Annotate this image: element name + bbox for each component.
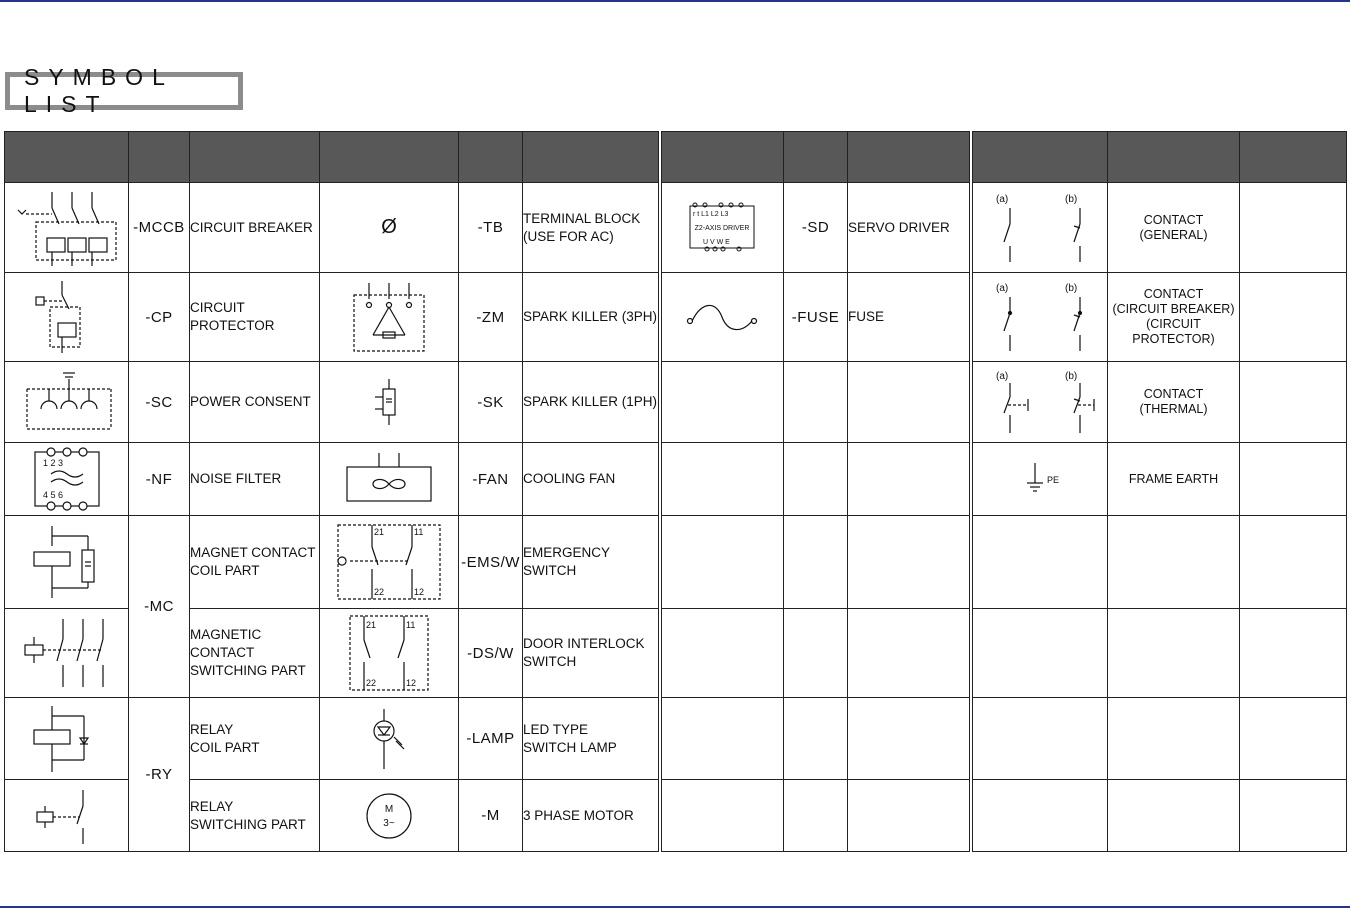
motor-3ph-label: 3~: [383, 817, 395, 829]
table-row: [5, 362, 1347, 443]
name-motor: 3 PHASE MOTOR: [523, 780, 660, 852]
header-cell: [459, 132, 523, 183]
name-line: SWITCH: [523, 563, 577, 578]
relay-coil-symbol: [5, 698, 129, 780]
empty-cell: [848, 516, 971, 609]
name-noise-filter: NOISE FILTER: [190, 443, 320, 516]
empty-cell: [784, 698, 848, 780]
empty-cell: [1240, 273, 1347, 362]
code-ds: -DS/W: [459, 609, 523, 698]
ds-12-label: 12: [406, 678, 417, 688]
contact-a-label: (a): [995, 193, 1008, 205]
mc-switching-symbol: [5, 609, 129, 698]
name-power-consent: POWER CONSENT: [190, 362, 320, 443]
emergency-switch-symbol: [320, 516, 459, 609]
name-servo-driver: SERVO DRIVER: [848, 183, 971, 273]
symbol-table: [4, 131, 1347, 852]
empty-cell: [660, 443, 784, 516]
name-emergency-switch: [523, 516, 660, 609]
code-cp: -CP: [129, 273, 190, 362]
header-cell: [848, 132, 971, 183]
name-contact-breaker: [1108, 273, 1240, 362]
name-line: (GENERAL): [1139, 227, 1208, 242]
empty-cell: [1240, 780, 1347, 852]
code-nf: -NF: [129, 443, 190, 516]
name-line: COIL PART: [190, 739, 260, 755]
empty-cell: [971, 698, 1108, 780]
empty-cell: [1240, 443, 1347, 516]
ds-21-label: 21: [366, 620, 377, 630]
name-line: SWITCHING PART: [190, 816, 306, 832]
ems-12-label: 12: [414, 587, 425, 597]
sd-top-terminals: r t L1 L2 L3: [693, 210, 729, 218]
code-fuse: -FUSE: [784, 273, 848, 362]
table-row: [5, 183, 1347, 273]
header-row: [5, 132, 1347, 183]
empty-cell: [660, 780, 784, 852]
door-interlock-symbol: [320, 609, 459, 698]
empty-cell: [1240, 609, 1347, 698]
nf-top-labels: 1 2 3: [42, 458, 63, 468]
code-ry: -RY: [129, 698, 190, 852]
noise-filter-symbol: [5, 443, 129, 516]
name-line: RELAY: [190, 721, 234, 737]
name-line: SWITCH LAMP: [523, 739, 617, 755]
empty-cell: [1108, 698, 1240, 780]
pe-label: PE: [1046, 475, 1059, 485]
nf-bottom-labels: 4 5 6: [42, 490, 63, 500]
code-sc: -SC: [129, 362, 190, 443]
contact-b-label: (b): [1064, 283, 1077, 294]
empty-cell: [784, 443, 848, 516]
empty-cell: [784, 362, 848, 443]
bottom-rule: [0, 906, 1350, 908]
name-line: LED TYPE: [523, 721, 589, 737]
mccb-symbol: [5, 183, 129, 273]
name-line: CONTACT: [1143, 212, 1204, 227]
name-line: MAGNET CONTACT: [190, 545, 316, 560]
empty-cell: [848, 443, 971, 516]
header-cell: [523, 132, 660, 183]
name-line: CONTACT: [1143, 287, 1204, 301]
name-cooling-fan: COOLING FAN: [523, 443, 660, 516]
name-mc-switching: [190, 609, 320, 698]
table-row: [5, 780, 1347, 852]
code-lamp: -LAMP: [459, 698, 523, 780]
name-terminal-block: [523, 183, 660, 273]
motor-symbol: [320, 780, 459, 852]
ems-11-label: 11: [414, 527, 424, 537]
name-door-interlock: [523, 609, 660, 698]
contact-a-label: (a): [995, 283, 1008, 294]
empty-cell: [971, 516, 1108, 609]
empty-cell: [660, 516, 784, 609]
empty-cell: [784, 516, 848, 609]
table-row: [5, 698, 1347, 780]
name-line: (USE FOR AC): [523, 228, 614, 244]
table-row: [5, 516, 1347, 609]
ems-22-label: 22: [374, 587, 385, 597]
fuse-symbol: [660, 273, 784, 362]
relay-switching-symbol: [5, 780, 129, 852]
empty-cell: [1108, 516, 1240, 609]
terminal-block-symbol: Ø: [320, 183, 459, 273]
name-line: SWITCH: [523, 654, 577, 669]
empty-cell: [971, 609, 1108, 698]
contact-a-label: (a): [995, 371, 1008, 382]
name-line: MAGNETIC CONTACT: [190, 627, 262, 660]
header-cell: [660, 132, 784, 183]
name-line: (THERMAL): [1139, 402, 1208, 416]
contact-general-symbol: [971, 183, 1108, 273]
empty-cell: [848, 609, 971, 698]
empty-cell: [784, 780, 848, 852]
name-line: SWITCHING PART: [190, 663, 306, 678]
empty-cell: [848, 780, 971, 852]
name-fuse: FUSE: [848, 273, 971, 362]
motor-m-label: M: [384, 803, 394, 815]
spark-killer-1ph-symbol: [320, 362, 459, 443]
header-cell: [129, 132, 190, 183]
spark-killer-3ph-symbol: [320, 273, 459, 362]
name-line: (CIRCUIT BREAKER): [1112, 302, 1235, 316]
empty-cell: [1240, 183, 1347, 273]
ds-22-label: 22: [366, 678, 377, 688]
table-row: [5, 443, 1347, 516]
name-line: CONTACT: [1143, 387, 1204, 401]
led-lamp-symbol: [320, 698, 459, 780]
sd-bottom-terminals: U V W E: [703, 238, 731, 246]
contact-b-label: (b): [1064, 193, 1077, 205]
name-contact-general: [1108, 183, 1240, 273]
empty-cell: [660, 362, 784, 443]
cooling-fan-symbol: [320, 443, 459, 516]
code-mccb: -MCCB: [129, 183, 190, 273]
table-row: [5, 609, 1347, 698]
empty-cell: [784, 609, 848, 698]
table-row: [5, 273, 1347, 362]
ems-21-label: 21: [374, 527, 385, 537]
code-sd: -SD: [784, 183, 848, 273]
name-spark-killer-1ph: SPARK KILLER (1PH): [523, 362, 660, 443]
name-line: COIL PART: [190, 563, 260, 578]
empty-cell: [1240, 516, 1347, 609]
header-cell: [320, 132, 459, 183]
code-fan: -FAN: [459, 443, 523, 516]
name-mc-coil: [190, 516, 320, 609]
code-sk: -SK: [459, 362, 523, 443]
name-circuit-protector: CIRCUIT PROTECTOR: [190, 273, 320, 362]
code-zm: -ZM: [459, 273, 523, 362]
header-cell: [5, 132, 129, 183]
sd-box-label: Z2-AXIS DRIVER: [694, 224, 750, 232]
name-relay-coil: [190, 698, 320, 780]
top-rule: [0, 0, 1350, 2]
name-led-lamp: [523, 698, 660, 780]
name-spark-killer-3ph: SPARK KILLER (3PH): [523, 273, 660, 362]
empty-cell: [1108, 780, 1240, 852]
name-line: DOOR INTERLOCK: [523, 636, 645, 651]
name-line: TERMINAL BLOCK: [523, 210, 641, 226]
empty-cell: [1240, 698, 1347, 780]
code-tb: -TB: [459, 183, 523, 273]
empty-cell: [971, 780, 1108, 852]
header-cell: [971, 132, 1108, 183]
cp-symbol: [5, 273, 129, 362]
name-frame-earth: FRAME EARTH: [1108, 443, 1240, 516]
name-line: EMERGENCY: [523, 545, 611, 560]
code-m: -M: [459, 780, 523, 852]
contact-breaker-symbol: [971, 273, 1108, 362]
page-title: SYMBOL LIST: [24, 64, 174, 117]
header-cell: [190, 132, 320, 183]
name-line: RELAY: [190, 798, 234, 814]
name-relay-switching: [190, 780, 320, 852]
header-cell: [1240, 132, 1347, 183]
empty-cell: [848, 362, 971, 443]
empty-cell: [660, 698, 784, 780]
frame-earth-symbol: [971, 443, 1108, 516]
empty-cell: [848, 698, 971, 780]
mc-coil-symbol: [5, 516, 129, 609]
code-mc: -MC: [129, 516, 190, 698]
power-consent-symbol: [5, 362, 129, 443]
ds-11-label: 11: [406, 620, 416, 630]
name-contact-thermal: [1108, 362, 1240, 443]
name-circuit-breaker: CIRCUIT BREAKER: [190, 183, 320, 273]
contact-b-label: (b): [1064, 371, 1077, 382]
header-cell: [1108, 132, 1240, 183]
header-cell: [784, 132, 848, 183]
code-ems: -EMS/W: [459, 516, 523, 609]
name-line: (CIRCUIT PROTECTOR): [1132, 317, 1215, 346]
title-box: [5, 64, 243, 117]
empty-cell: [1108, 609, 1240, 698]
empty-cell: [1240, 362, 1347, 443]
contact-thermal-symbol: [971, 362, 1108, 443]
empty-cell: [660, 609, 784, 698]
servo-driver-symbol: [660, 183, 784, 273]
